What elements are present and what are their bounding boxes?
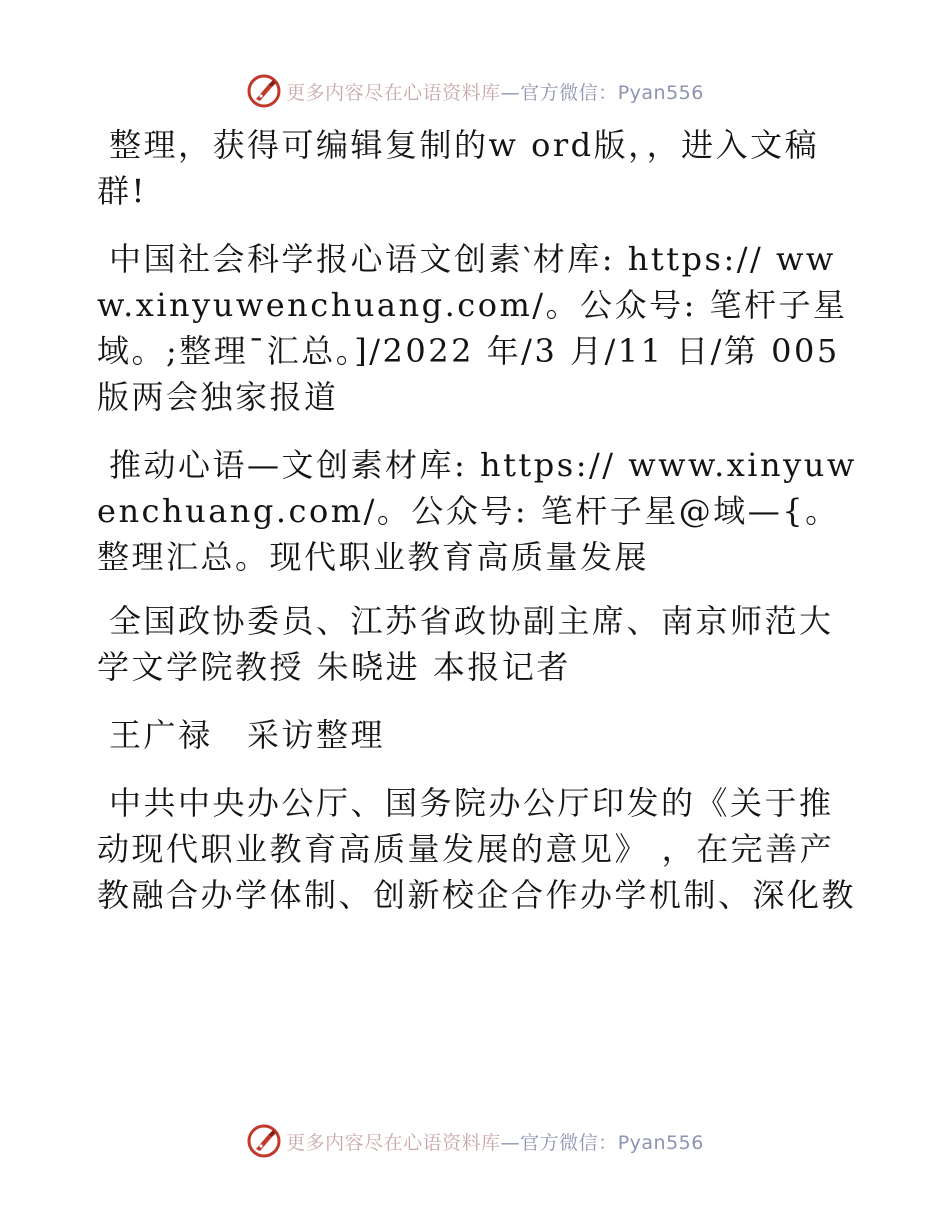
banner-dash: — — [500, 81, 521, 104]
paragraph-6: 中共中央办公厅、国务院办公厅印发的《关于推动现代职业教育高质量发展的意见》 ，在完善产教融合办学体制、创新校企合作办学机制、深化教 — [97, 784, 857, 914]
banner-wechat-id: Pyan556 — [617, 81, 704, 104]
paragraph-3: 推动心语—文创素材库: https:// www.xinyuwenchuang.com/。公众号: 笔杆子星@域—{。整理汇总。现代职业教育高质量发展 — [97, 446, 857, 576]
header-banner-text — [286, 78, 704, 105]
paragraph-2: 中国社会科学报心语文创素‵材库: https:// www.xinyuwenchuang.com/。公众号: 笔杆子星域。;整理¯汇总。]/2022 年/3 月/11 日/第 005版两会独家报道 — [97, 240, 848, 416]
paragraph-4: 全国政协委员、江苏省政协副主席、南京师范大学文学院教授 朱晓进 本报记者 — [97, 602, 834, 686]
pen-nib-logo-icon — [246, 1123, 282, 1159]
footer-banner — [0, 1119, 950, 1163]
banner-dash: — — [500, 1131, 521, 1154]
banner-wechat-id: Pyan556 — [617, 1131, 704, 1154]
banner-slogan: 更多内容尽在心语资料库 — [286, 81, 501, 104]
paragraph-1: 整理，获得可编辑复制的w ord版，，进入文稿群! — [97, 126, 820, 210]
banner-wechat-label: 官方微信： — [520, 1131, 618, 1154]
paragraph-5: 王广禄 采访整理 — [109, 716, 386, 754]
header-banner — [0, 69, 950, 113]
banner-wechat-label: 官方微信： — [520, 81, 618, 104]
footer-banner-text — [286, 1128, 704, 1155]
banner-slogan: 更多内容尽在心语资料库 — [286, 1131, 501, 1154]
document-body — [97, 122, 857, 940]
pen-nib-logo-icon — [246, 73, 282, 109]
